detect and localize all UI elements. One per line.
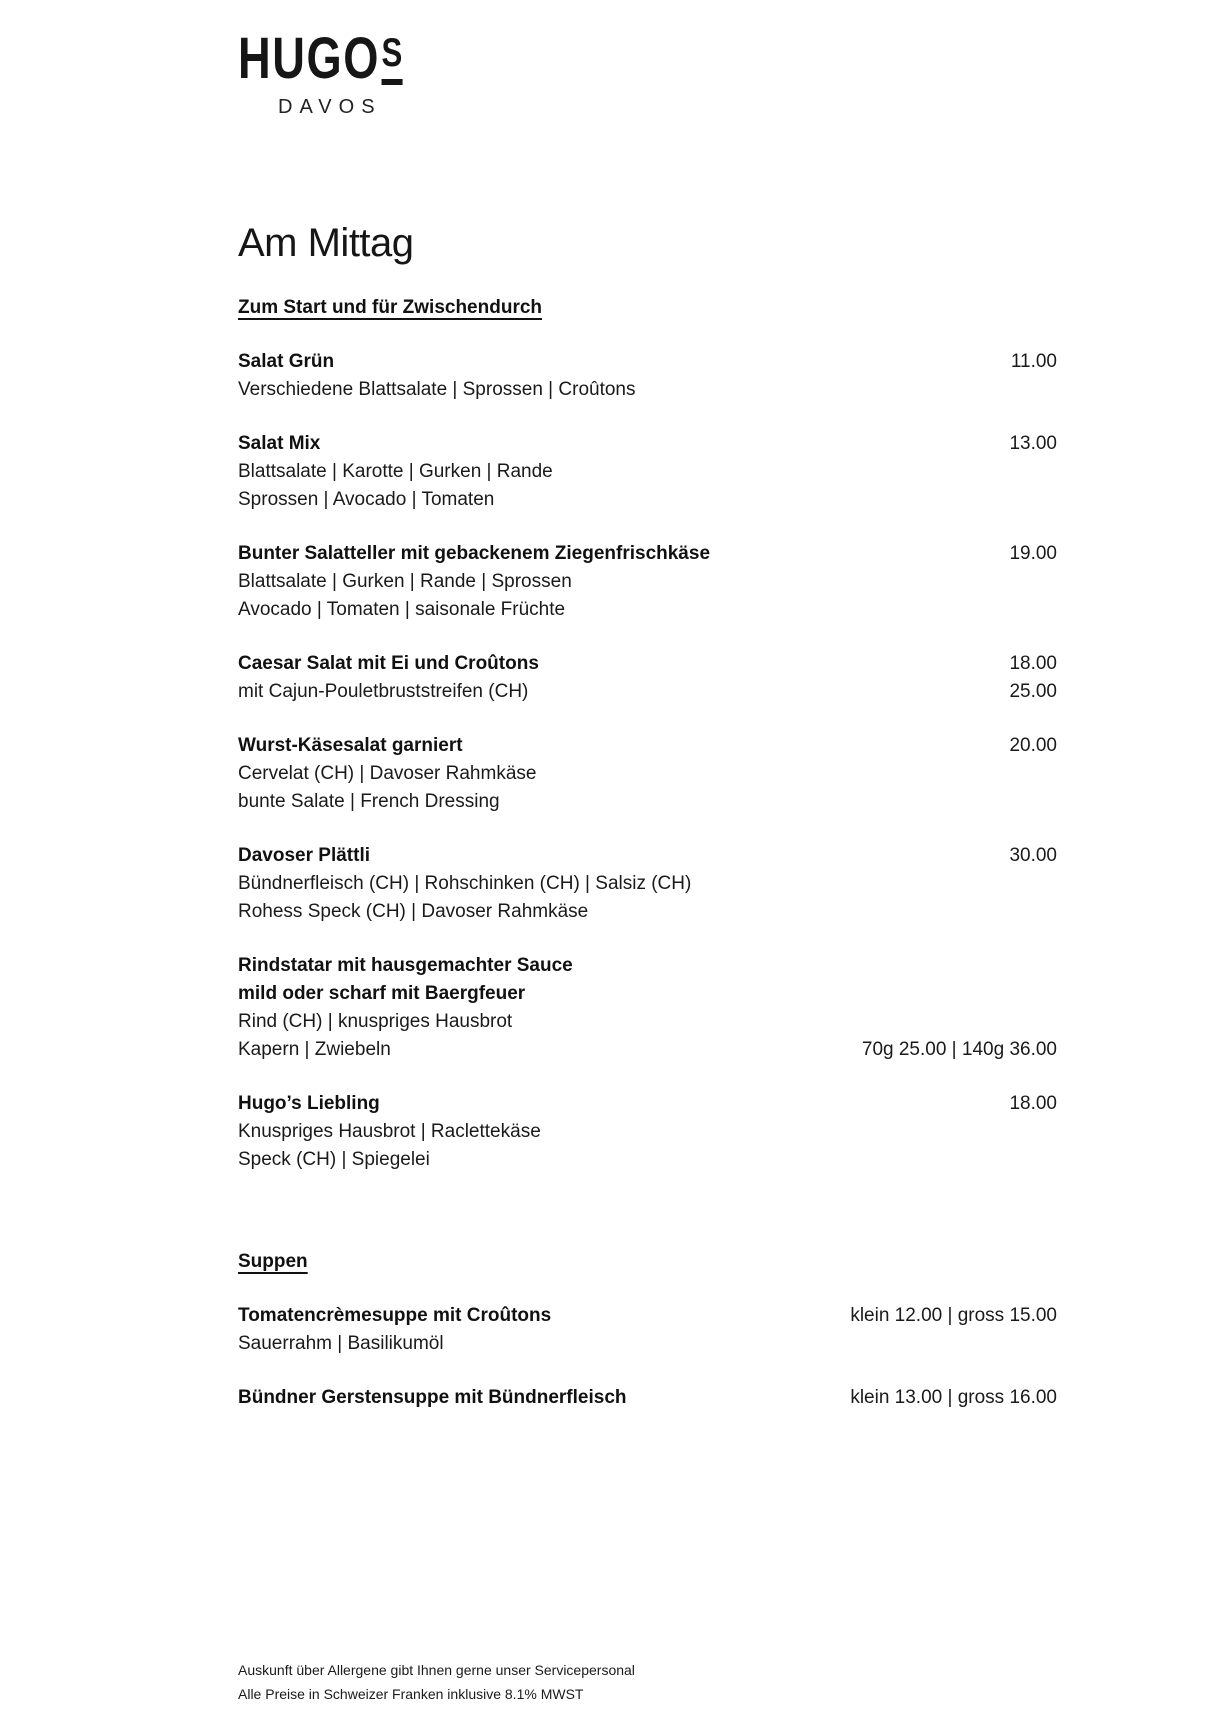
- menu-item: [238, 650, 1057, 706]
- item-row: [238, 870, 1057, 898]
- item-description: Cervelat (CH) | Davoser Rahmkäse: [238, 763, 537, 784]
- item-price: 70g 25.00 | 140g 36.00: [861, 1039, 1057, 1060]
- section-heading: Zum Start und für Zwischendurch: [238, 297, 543, 318]
- item-price: 11.00: [1010, 351, 1057, 372]
- item-name: Bündner Gerstensuppe mit Bündnerfleisch: [238, 1387, 627, 1408]
- menu-item: [238, 732, 1057, 816]
- brand-location: DAVOS: [278, 96, 382, 118]
- item-row: [238, 788, 1057, 816]
- item-price: 30.00: [1009, 845, 1057, 866]
- item-row: [238, 1384, 1057, 1412]
- footer-price-note: Alle Preise in Schweizer Franken inklusive 8.1% MWST: [238, 1686, 584, 1702]
- menu-item: [238, 842, 1057, 926]
- item-row: [238, 760, 1057, 788]
- item-row: [238, 1302, 1057, 1330]
- item-name: Caesar Salat mit Ei und Croûtons: [238, 653, 539, 674]
- item-row: [238, 1146, 1057, 1174]
- item-price: 25.00: [1009, 681, 1057, 702]
- item-name: Salat Grün: [238, 351, 335, 372]
- item-name: Bunter Salatteller mit gebackenem Ziegenfrischkäse: [238, 543, 711, 564]
- item-price: 19.00: [1009, 543, 1057, 564]
- item-row: [238, 980, 1057, 1008]
- menu-item: [238, 348, 1057, 404]
- item-description: Sauerrahm | Basilikumöl: [238, 1333, 444, 1354]
- page-title: Am Mittag: [238, 221, 414, 265]
- item-row: [238, 458, 1057, 486]
- item-row: [238, 732, 1057, 760]
- menu-item: [238, 540, 1057, 624]
- item-price: 20.00: [1009, 735, 1057, 756]
- menu-item: [238, 1090, 1057, 1174]
- item-description: Rind (CH) | knuspriges Hausbrot: [238, 1011, 513, 1032]
- item-row: [238, 376, 1057, 404]
- item-description: Knuspriges Hausbrot | Raclettekäse: [238, 1121, 541, 1142]
- item-price: klein 12.00 | gross 15.00: [850, 1305, 1057, 1326]
- menu-item: [238, 430, 1057, 514]
- item-description: mit Cajun-Pouletbruststreifen (CH): [238, 681, 529, 702]
- item-description: bunte Salate | French Dressing: [238, 791, 500, 812]
- item-row: [238, 1008, 1057, 1036]
- item-description: Sprossen | Avocado | Tomaten: [238, 489, 495, 510]
- item-name: Tomatencrèmesuppe mit Croûtons: [238, 1305, 552, 1326]
- item-row: [238, 952, 1057, 980]
- item-name: Davoser Plättli: [238, 845, 370, 866]
- item-name: Wurst-Käsesalat garniert: [238, 735, 463, 756]
- item-row: [238, 650, 1057, 678]
- item-row: [238, 1036, 1057, 1064]
- item-name: Hugo’s Liebling: [238, 1093, 380, 1114]
- menu-item: [238, 952, 1057, 1064]
- item-description: Verschiedene Blattsalate | Sprossen | Croûtons: [238, 379, 636, 400]
- menu-item: [238, 1384, 1057, 1412]
- item-row: [238, 596, 1057, 624]
- item-description: Blattsalate | Karotte | Gurken | Rande: [238, 461, 553, 482]
- brand-name: HUGO: [238, 26, 380, 91]
- menu-section: [238, 294, 1057, 1174]
- item-description: Bündnerfleisch (CH) | Rohschinken (CH) | Salsiz (CH): [238, 873, 692, 894]
- item-row: [238, 1330, 1057, 1358]
- item-row: [238, 898, 1057, 926]
- item-description: Rohess Speck (CH) | Davoser Rahmkäse: [238, 901, 589, 922]
- item-description: Avocado | Tomaten | saisonale Früchte: [238, 599, 566, 620]
- menu-item: [238, 1302, 1057, 1358]
- item-price: 13.00: [1009, 433, 1057, 454]
- footer-allergen-note: Auskunft über Allergene gibt Ihnen gerne unser Servicepersonal: [238, 1662, 635, 1678]
- menu-section: [238, 1248, 1057, 1412]
- item-row: [238, 486, 1057, 514]
- item-price: 18.00: [1009, 1093, 1057, 1114]
- brand-logo: [238, 26, 1057, 118]
- item-row: [238, 348, 1057, 376]
- item-row: [238, 540, 1057, 568]
- item-row: [238, 1090, 1057, 1118]
- item-description: Speck (CH) | Spiegelei: [238, 1149, 430, 1170]
- item-row: [238, 842, 1057, 870]
- brand-superscript-s: S: [382, 33, 403, 85]
- item-price: 18.00: [1009, 653, 1057, 674]
- item-row: [238, 678, 1057, 706]
- menu-sections: [238, 294, 1057, 1412]
- item-name: Rindstatar mit hausgemachter Sauce: [238, 955, 573, 976]
- item-description: Kapern | Zwiebeln: [238, 1039, 391, 1060]
- item-row: [238, 1118, 1057, 1146]
- item-description: Blattsalate | Gurken | Rande | Sprossen: [238, 571, 572, 592]
- footer: [238, 1658, 635, 1706]
- item-row: [238, 568, 1057, 596]
- item-row: [238, 430, 1057, 458]
- item-name: Salat Mix: [238, 433, 321, 454]
- section-heading: Suppen: [238, 1251, 308, 1272]
- item-price: klein 13.00 | gross 16.00: [850, 1387, 1057, 1408]
- item-name: mild oder scharf mit Baergfeuer: [238, 983, 526, 1004]
- menu-content: [238, 0, 1057, 1412]
- brand-wordmark: [238, 26, 403, 91]
